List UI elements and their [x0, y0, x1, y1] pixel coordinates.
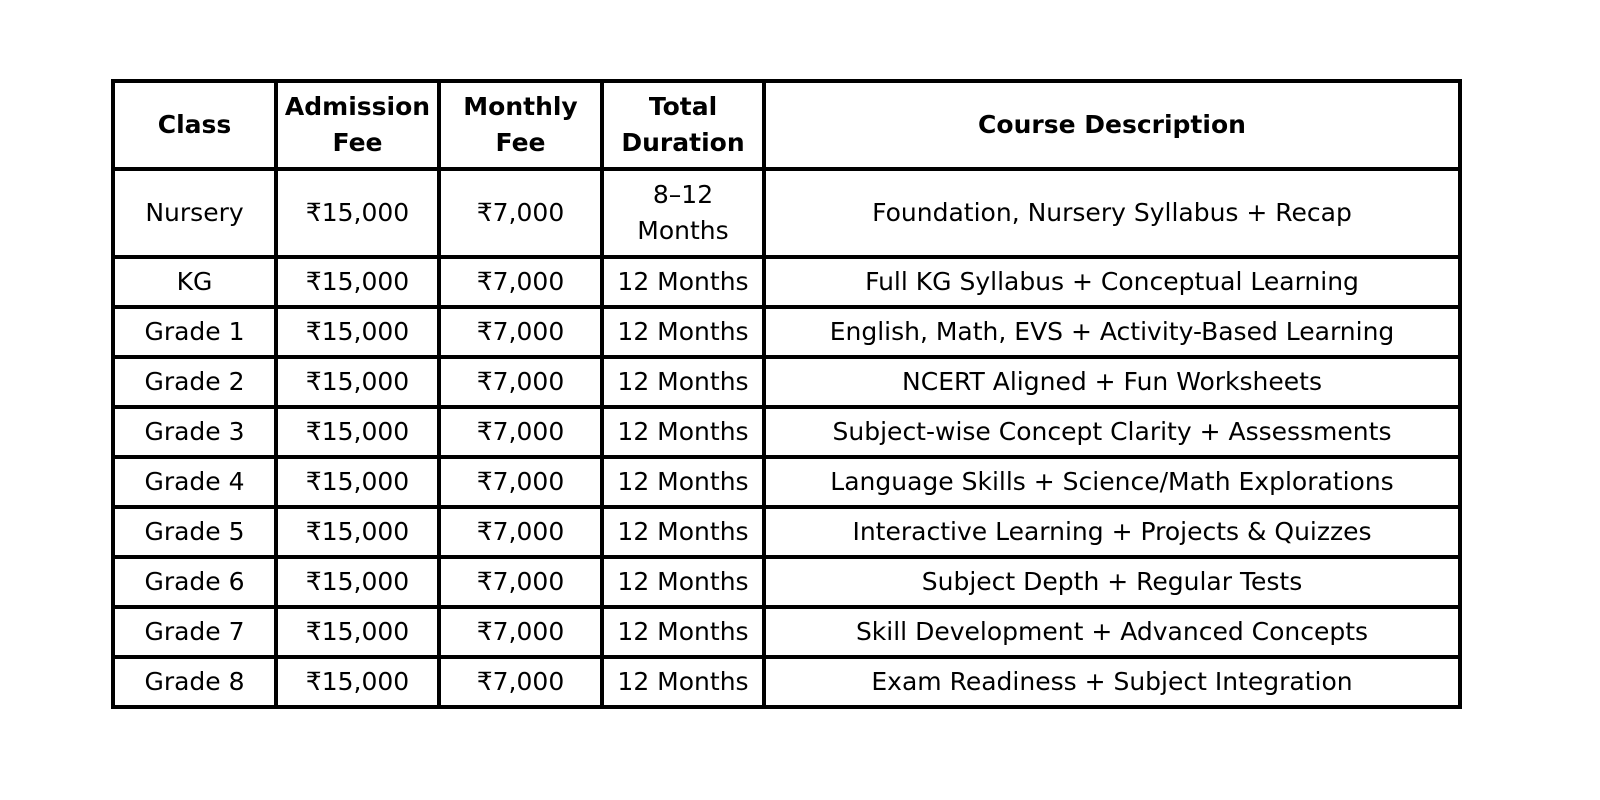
- cell-monthly-fee: ₹7,000: [439, 507, 602, 557]
- cell-duration: 12 Months: [602, 657, 764, 707]
- cell-admission-fee: ₹15,000: [276, 407, 439, 457]
- cell-monthly-fee: ₹7,000: [439, 169, 602, 257]
- cell-monthly-fee: ₹7,000: [439, 607, 602, 657]
- cell-class: Grade 6: [113, 557, 276, 607]
- cell-admission-fee: ₹15,000: [276, 457, 439, 507]
- table-row: [113, 457, 1460, 507]
- cell-monthly-fee: ₹7,000: [439, 307, 602, 357]
- cell-duration: 12 Months: [602, 307, 764, 357]
- cell-admission-fee: ₹15,000: [276, 607, 439, 657]
- header-class: Class: [113, 81, 276, 169]
- cell-duration: 12 Months: [602, 507, 764, 557]
- cell-admission-fee: ₹15,000: [276, 257, 439, 307]
- cell-class: Grade 4: [113, 457, 276, 507]
- cell-monthly-fee: ₹7,000: [439, 557, 602, 607]
- cell-admission-fee: ₹15,000: [276, 169, 439, 257]
- cell-description: Interactive Learning + Projects & Quizzes: [764, 507, 1460, 557]
- header-total-duration: Total Duration: [602, 81, 764, 169]
- cell-class: Grade 5: [113, 507, 276, 557]
- header-row: [113, 81, 1460, 169]
- table-row: [113, 657, 1460, 707]
- cell-admission-fee: ₹15,000: [276, 557, 439, 607]
- cell-description: Exam Readiness + Subject Integration: [764, 657, 1460, 707]
- cell-class: Grade 2: [113, 357, 276, 407]
- cell-duration: 12 Months: [602, 407, 764, 457]
- cell-duration: 12 Months: [602, 557, 764, 607]
- cell-admission-fee: ₹15,000: [276, 307, 439, 357]
- cell-monthly-fee: ₹7,000: [439, 357, 602, 407]
- cell-monthly-fee: ₹7,000: [439, 457, 602, 507]
- cell-class: KG: [113, 257, 276, 307]
- cell-monthly-fee: ₹7,000: [439, 257, 602, 307]
- table-row: [113, 357, 1460, 407]
- header-monthly-fee: Monthly Fee: [439, 81, 602, 169]
- cell-class: Nursery: [113, 169, 276, 257]
- cell-description: Skill Development + Advanced Concepts: [764, 607, 1460, 657]
- header-admission-fee: Admission Fee: [276, 81, 439, 169]
- cell-admission-fee: ₹15,000: [276, 657, 439, 707]
- cell-description: NCERT Aligned + Fun Worksheets: [764, 357, 1460, 407]
- cell-class: Grade 8: [113, 657, 276, 707]
- cell-duration: 12 Months: [602, 357, 764, 407]
- cell-class: Grade 1: [113, 307, 276, 357]
- table-row: [113, 407, 1460, 457]
- cell-description: Foundation, Nursery Syllabus + Recap: [764, 169, 1460, 257]
- cell-duration: 12 Months: [602, 457, 764, 507]
- cell-class: Grade 7: [113, 607, 276, 657]
- cell-description: Language Skills + Science/Math Explorations: [764, 457, 1460, 507]
- cell-admission-fee: ₹15,000: [276, 357, 439, 407]
- cell-duration: 8–12 Months: [602, 169, 764, 257]
- cell-monthly-fee: ₹7,000: [439, 407, 602, 457]
- cell-description: Full KG Syllabus + Conceptual Learning: [764, 257, 1460, 307]
- table-row: [113, 607, 1460, 657]
- cell-duration: 12 Months: [602, 257, 764, 307]
- table-row: [113, 257, 1460, 307]
- cell-duration: 12 Months: [602, 607, 764, 657]
- table-row: [113, 507, 1460, 557]
- fee-structure-table: [111, 79, 1462, 709]
- cell-description: English, Math, EVS + Activity-Based Learning: [764, 307, 1460, 357]
- table-row: [113, 169, 1460, 257]
- cell-class: Grade 3: [113, 407, 276, 457]
- header-course-description: Course Description: [764, 81, 1460, 169]
- cell-description: Subject-wise Concept Clarity + Assessments: [764, 407, 1460, 457]
- cell-description: Subject Depth + Regular Tests: [764, 557, 1460, 607]
- cell-admission-fee: ₹15,000: [276, 507, 439, 557]
- cell-monthly-fee: ₹7,000: [439, 657, 602, 707]
- table-row: [113, 557, 1460, 607]
- table-row: [113, 307, 1460, 357]
